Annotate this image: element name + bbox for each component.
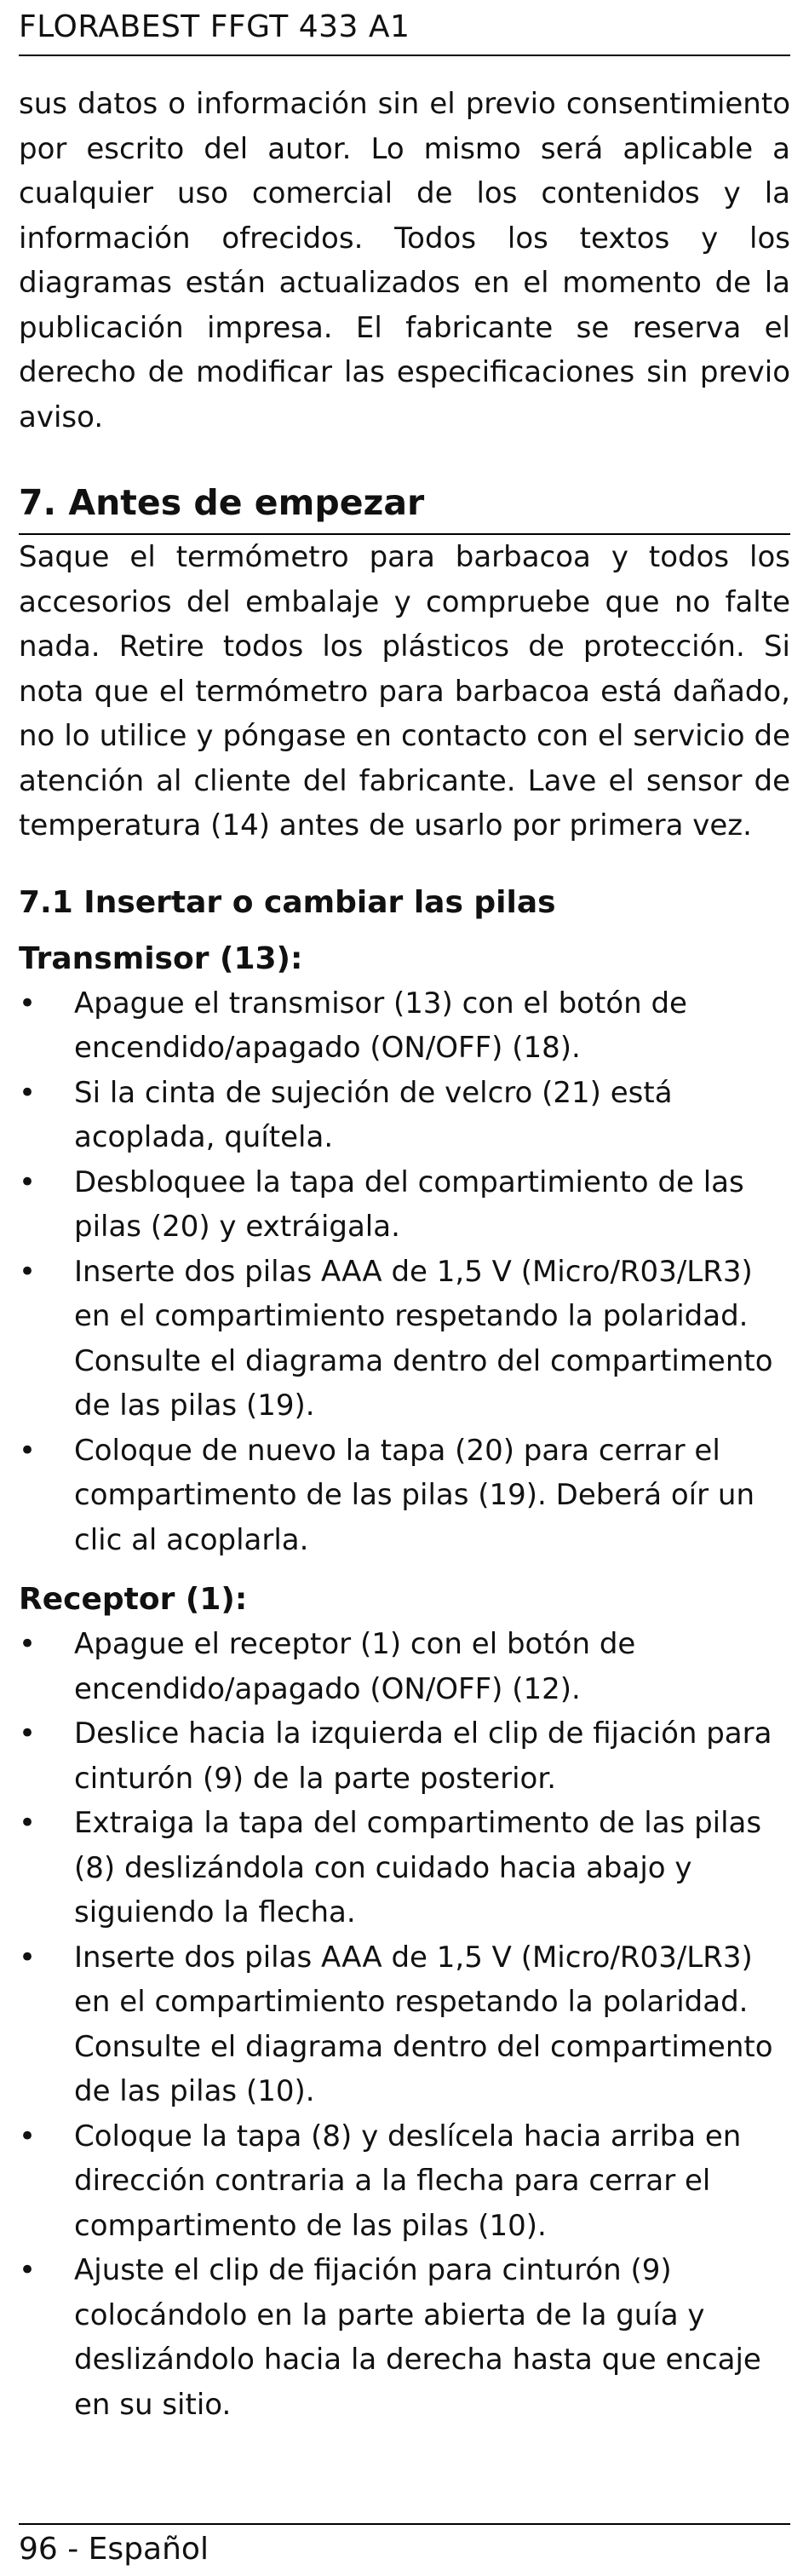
list-item — [19, 981, 790, 1071]
transmitter-steps-list — [19, 981, 790, 1563]
bullet-icon: • — [19, 1716, 37, 1751]
list-item — [19, 1801, 790, 1935]
receiver-heading: Receptor (1): — [19, 1582, 248, 1617]
bullet-icon: • — [19, 1164, 37, 1199]
bullet-icon: • — [19, 1254, 37, 1289]
page-footer — [19, 2523, 790, 2569]
bullet-icon: • — [19, 1075, 37, 1110]
bullet-icon: • — [19, 2119, 37, 2153]
transmitter-heading: Transmisor (13): — [19, 940, 303, 976]
list-item — [19, 1160, 790, 1250]
list-item — [19, 1071, 790, 1160]
page-content — [19, 82, 790, 2427]
list-item — [19, 1935, 790, 2114]
list-item-text: Si la cinta de sujeción de velcro (21) está acoplada, quítela. — [74, 1075, 673, 1154]
section-body-antes-de-empezar: Saque el termómetro para barbacoa y todos los accesorios del embalaje y compruebe que no falte nada. Retire todos los plásticos de protección. Si nota que el termómetro para barbacoa está dañado, no lo utilice y póngase en contacto con el servicio de atención al cliente del fabricante. Lave el sensor de temperatura (14) antes de usarlo por primera vez. — [19, 540, 790, 842]
page-number-label: 96 - Español — [19, 2532, 209, 2567]
list-item-text: Extraiga la tapa del compartimento de las pilas (8) deslizándola con cuidado hacia abajo y siguiendo la flecha. — [74, 1806, 762, 1929]
receiver-steps-list — [19, 1622, 790, 2427]
list-item-text: Ajuste el clip de fijación para cinturón (9) colocándolo en la parte abierta de la guía y deslizándolo hacia la derecha hasta que encaje en su sitio. — [74, 2253, 761, 2422]
list-item — [19, 1622, 790, 1711]
subsection-heading-pilas: 7.1 Insertar o cambiar las pilas — [19, 884, 556, 920]
bullet-icon: • — [19, 1627, 37, 1661]
list-item — [19, 2248, 790, 2427]
list-item — [19, 2114, 790, 2249]
list-item-text: Apague el transmisor (13) con el botón de encendido/apagado (ON/OFF) (18). — [74, 986, 687, 1065]
section-heading-antes-de-empezar: 7. Antes de empezar — [19, 477, 790, 535]
list-item-text: Deslice hacia la izquierda el clip de fijación para cinturón (9) de la parte posterior. — [74, 1716, 772, 1796]
bullet-icon: • — [19, 1940, 37, 1975]
bullet-icon: • — [19, 986, 37, 1021]
intro-paragraph: sus datos o información sin el previo consentimiento por escrito del autor. Lo mismo será aplicable a cualquier uso comercial de los contenidos y la información ofrecidos. Todos los textos y los diagramas están actualizados en el momento de la publicación impresa. El fabricante se reserva el derecho de modificar las especificaciones sin previo aviso. — [19, 87, 790, 434]
list-item-text: Apague el receptor (1) con el botón de encendido/apagado (ON/OFF) (12). — [74, 1627, 636, 1706]
bullet-icon: • — [19, 2253, 37, 2287]
list-item — [19, 1429, 790, 1563]
header-title: FLORABEST FFGT 433 A1 — [19, 9, 410, 44]
bullet-icon: • — [19, 1433, 37, 1468]
list-item-text: Inserte dos pilas AAA de 1,5 V (Micro/R03/LR3) en el compartimiento respetando la polaridad. Consulte el diagrama dentro del compartimento de las pilas (19). — [74, 1254, 773, 1423]
list-item — [19, 1711, 790, 1801]
list-item-text: Desbloquee la tapa del compartimiento de las pilas (20) y extráigala. — [74, 1164, 744, 1244]
list-item-text: Coloque de nuevo la tapa (20) para cerrar el compartimento de las pilas (19). Deberá oír un clic al acoplarla. — [74, 1433, 755, 1557]
list-item-text: Coloque la tapa (8) y deslícela hacia arriba en dirección contraria a la flecha para cerrar el compartimento de las pilas (10). — [74, 2119, 742, 2243]
page-header — [19, 7, 790, 56]
list-item-text: Inserte dos pilas AAA de 1,5 V (Micro/R03/LR3) en el compartimiento respetando la polaridad. Consulte el diagrama dentro del compartimento de las pilas (10). — [74, 1940, 773, 2108]
list-item — [19, 1250, 790, 1429]
bullet-icon: • — [19, 1806, 37, 1840]
